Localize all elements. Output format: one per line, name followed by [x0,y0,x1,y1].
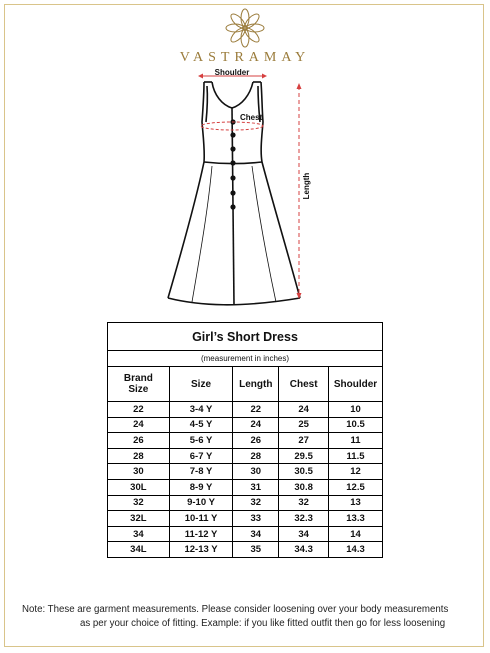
mandala-logo-icon [225,8,265,48]
cell-brand-size: 34 [108,526,170,542]
size-chart [107,322,383,558]
table-header-row [108,367,383,402]
fit-note [22,603,468,631]
cell-size: 12-13 Y [169,542,233,558]
cell-brand-size: 28 [108,448,170,464]
cell-length: 22 [233,402,279,418]
header-brand-size-line1: Brand [123,373,153,384]
cell-brand-size: 30L [108,479,170,495]
cell-size: 3-4 Y [169,402,233,418]
header-chest: Chest [279,367,329,402]
cell-shoulder: 13.3 [329,511,383,527]
cell-size: 4-5 Y [169,417,233,433]
cell-length: 35 [233,542,279,558]
table-row [108,511,383,527]
cell-chest: 30.8 [279,479,329,495]
cell-chest: 34.3 [279,542,329,558]
cell-size: 5-6 Y [169,433,233,449]
cell-shoulder: 10 [329,402,383,418]
cell-chest: 25 [279,417,329,433]
table-row [108,448,383,464]
cell-brand-size: 32 [108,495,170,511]
cell-shoulder: 11 [329,433,383,449]
fit-note-line1: Note: These are garment measurements. Please consider loosening over your body measurements [22,604,449,615]
cell-size: 9-10 Y [169,495,233,511]
fit-note-line2: as per your choice of fitting. Example: if you like fitted outfit then go for less loosening [80,618,446,629]
cell-length: 32 [233,495,279,511]
cell-brand-size: 26 [108,433,170,449]
cell-chest: 32 [279,495,329,511]
table-row [108,417,383,433]
table-row [108,402,383,418]
cell-shoulder: 12 [329,464,383,480]
cell-length: 30 [233,464,279,480]
header-shoulder: Shoulder [329,367,383,402]
header-brand-size-line2: Size [128,384,149,395]
cell-chest: 34 [279,526,329,542]
cell-size: 7-8 Y [169,464,233,480]
chest-label: Chest [240,113,263,122]
cell-shoulder: 14 [329,526,383,542]
cell-chest: 24 [279,402,329,418]
cell-shoulder: 12.5 [329,479,383,495]
table-row [108,542,383,558]
table-row [108,433,383,449]
cell-size: 6-7 Y [169,448,233,464]
cell-chest: 30.5 [279,464,329,480]
cell-size: 8-9 Y [169,479,233,495]
cell-brand-size: 22 [108,402,170,418]
header-brand-size [108,367,170,402]
cell-shoulder: 13 [329,495,383,511]
cell-shoulder: 14.3 [329,542,383,558]
cell-brand-size: 34L [108,542,170,558]
table-row [108,479,383,495]
cell-brand-size: 24 [108,417,170,433]
table-row [108,464,383,480]
table-row [108,526,383,542]
cell-brand-size: 32L [108,511,170,527]
dress-diagram [0,60,490,318]
cell-length: 26 [233,433,279,449]
cell-chest: 27 [279,433,329,449]
shoulder-label: Shoulder [214,68,250,77]
length-label: Length [302,172,311,200]
brand-name: VASTRAMAY [179,50,311,65]
table-subtitle: (measurement in inches) [108,351,383,367]
cell-shoulder: 10.5 [329,417,383,433]
cell-length: 33 [233,511,279,527]
size-table [107,322,383,558]
cell-length: 28 [233,448,279,464]
cell-length: 24 [233,417,279,433]
header-size: Size [169,367,233,402]
length-measure [297,83,302,299]
header-length: Length [233,367,279,402]
cell-size: 11-12 Y [169,526,233,542]
cell-length: 34 [233,526,279,542]
brand-logo [0,8,490,48]
cell-size: 10-11 Y [169,511,233,527]
table-row [108,495,383,511]
cell-shoulder: 11.5 [329,448,383,464]
cell-length: 31 [233,479,279,495]
cell-chest: 32.3 [279,511,329,527]
cell-chest: 29.5 [279,448,329,464]
cell-brand-size: 30 [108,464,170,480]
table-title: Girl’s Short Dress [108,323,383,351]
